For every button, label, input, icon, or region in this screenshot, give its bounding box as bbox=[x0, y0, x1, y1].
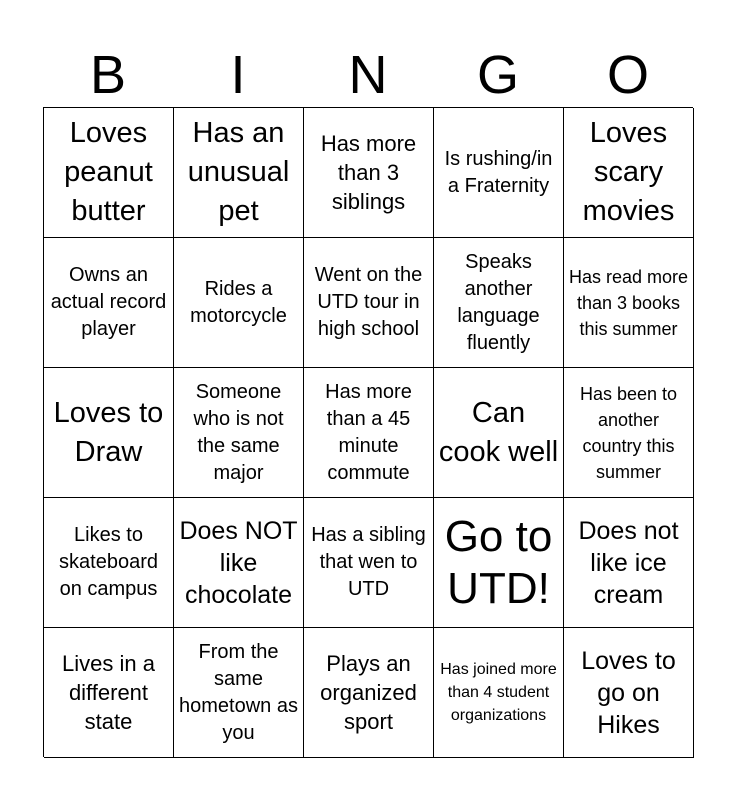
cell-text: Has read more than 3 books this summer bbox=[568, 266, 689, 339]
cell-text: Owns an actual record player bbox=[50, 264, 167, 340]
cell-text: Does not like ice cream bbox=[578, 516, 679, 609]
bingo-cell-r3-c2[interactable] bbox=[174, 368, 304, 498]
cell-text: Has joined more than 4 student organizations bbox=[440, 661, 557, 724]
bingo-cell-r3-c4[interactable] bbox=[434, 368, 564, 498]
bingo-cell-r4-c3[interactable] bbox=[304, 498, 434, 628]
cell-text: Someone who is not the same major bbox=[193, 380, 284, 484]
cell-text: Has more than a 45 minute commute bbox=[325, 380, 412, 484]
cell-text: Went on the UTD tour in high school bbox=[314, 264, 423, 340]
bingo-cell-r1-c3[interactable] bbox=[304, 108, 434, 238]
bingo-cell-r5-c1[interactable] bbox=[44, 628, 174, 758]
bingo-cell-r2-c1[interactable] bbox=[44, 238, 174, 368]
bingo-card-grid bbox=[43, 107, 693, 757]
header-letter-n: N bbox=[348, 45, 388, 105]
cell-text: Rides a motorcycle bbox=[190, 277, 287, 327]
cell-text: From the same hometown as you bbox=[179, 640, 298, 744]
cell-text: Is rushing/in a Fraternity bbox=[444, 147, 553, 197]
header-letter-i: I bbox=[230, 45, 246, 105]
header-letter-g: G bbox=[476, 45, 519, 105]
cell-text: Has a sibling that wen to UTD bbox=[311, 524, 426, 600]
bingo-cell-r3-c1[interactable] bbox=[44, 368, 174, 498]
bingo-cell-r5-c5[interactable] bbox=[564, 628, 694, 758]
cell-text: Speaks another language fluently bbox=[457, 250, 540, 354]
bingo-cell-r5-c2[interactable] bbox=[174, 628, 304, 758]
bingo-cell-r5-c3[interactable] bbox=[304, 628, 434, 758]
bingo-header bbox=[43, 42, 693, 108]
bingo-free-space[interactable] bbox=[434, 498, 564, 628]
cell-text: Plays an organized sport bbox=[320, 651, 417, 734]
bingo-cell-r4-c5[interactable] bbox=[564, 498, 694, 628]
bingo-cell-r2-c2[interactable] bbox=[174, 238, 304, 368]
header-letter-b: B bbox=[89, 45, 127, 105]
cell-text: Loves peanut butter bbox=[64, 117, 153, 227]
cell-text: Has more than 3 siblings bbox=[320, 131, 417, 214]
bingo-cell-r2-c5[interactable] bbox=[564, 238, 694, 368]
bingo-cell-r2-c4[interactable] bbox=[434, 238, 564, 368]
header-letter-o: O bbox=[606, 45, 649, 105]
bingo-cell-r1-c4[interactable] bbox=[434, 108, 564, 238]
bingo-cell-r1-c1[interactable] bbox=[44, 108, 174, 238]
bingo-cell-r5-c4[interactable] bbox=[434, 628, 564, 758]
cell-text: Go to UTD! bbox=[444, 511, 553, 613]
cell-text: Likes to skateboard on campus bbox=[59, 524, 158, 600]
cell-text: Loves to go on Hikes bbox=[581, 646, 676, 739]
bingo-cell-r1-c2[interactable] bbox=[174, 108, 304, 238]
cell-text: Lives in a different state bbox=[62, 651, 155, 734]
cell-text: Does NOT like chocolate bbox=[179, 516, 298, 609]
cell-text: Loves scary movies bbox=[582, 117, 675, 227]
bingo-cell-r1-c5[interactable] bbox=[564, 108, 694, 238]
bingo-cell-r3-c3[interactable] bbox=[304, 368, 434, 498]
bingo-cell-r4-c2[interactable] bbox=[174, 498, 304, 628]
cell-text: Has an unusual pet bbox=[187, 117, 290, 227]
cell-text: Can cook well bbox=[438, 396, 559, 468]
bingo-cell-r3-c5[interactable] bbox=[564, 368, 694, 498]
bingo-cell-r2-c3[interactable] bbox=[304, 238, 434, 368]
cell-text: Has been to another country this summer bbox=[579, 383, 678, 482]
cell-text: Loves to Draw bbox=[53, 396, 164, 468]
bingo-cell-r4-c1[interactable] bbox=[44, 498, 174, 628]
